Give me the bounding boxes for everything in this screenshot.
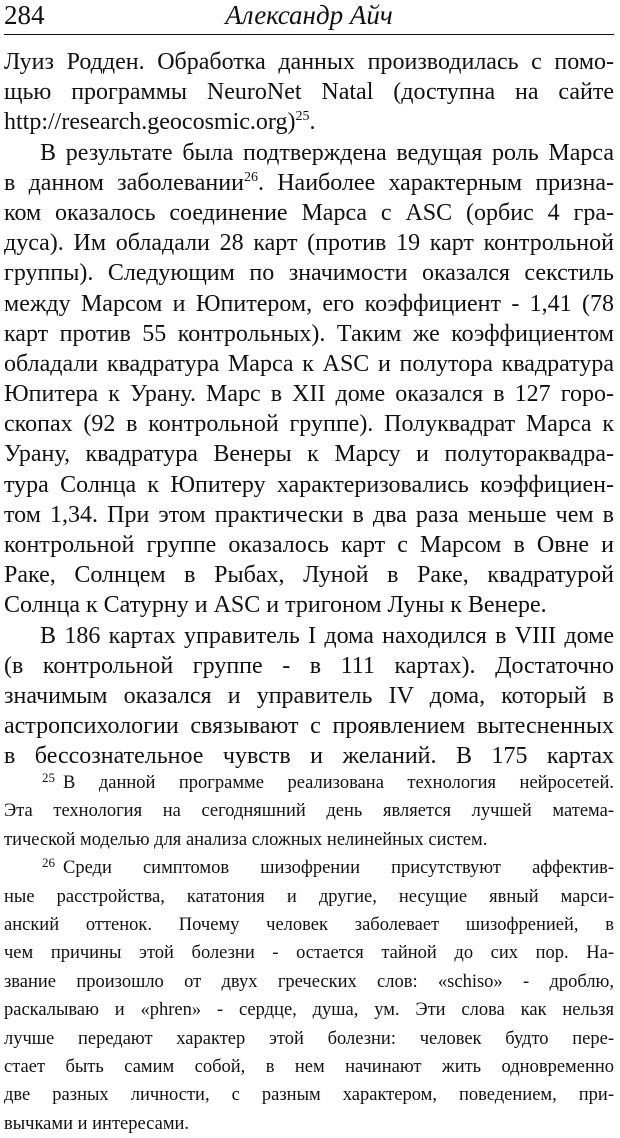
text-line: скопах (92 в контрольной группе). Полуквадрат Марса к — [4, 411, 614, 438]
text-fragment: http://research.geocosmic.org) — [4, 109, 296, 136]
text-fragment: В данной программе реализована технология нейросетей. — [63, 773, 614, 793]
text-line: (в контрольной группе - в 111 картах). Достаточно — [4, 652, 614, 679]
footnote-25-line: Эта технология на сегодняшний день является лучшей матема- — [4, 801, 614, 822]
footnotes — [4, 769, 614, 1138]
running-title: Александр Айч — [225, 0, 393, 30]
text-line: в бессознательное чувств и желаний. В 175 картах — [4, 743, 614, 770]
text-line: ком оказалось соединение Марса с ASC (орбис 4 гра- — [4, 199, 614, 226]
text-line: карт против 55 контрольных). Таким же коэффициентом — [4, 320, 614, 347]
footnote-number-25: 25 — [42, 770, 55, 785]
text-line: тура Солнца к Юпитеру характеризовались коэффициен- — [4, 471, 614, 498]
footnote-26-line — [4, 854, 614, 882]
footnote-ref-25: 25 — [295, 109, 310, 125]
footnote-25-line — [4, 769, 614, 797]
text-line: Луиз Родден. Обработка данных производилась с помо- — [4, 49, 614, 75]
page-number: 284 — [4, 0, 45, 30]
main-text — [4, 47, 614, 772]
text-line: Раке, Солнцем в Рыбах, Луной в Раке, квадратурой — [4, 562, 614, 589]
footnote-26-line: анский оттенок. Почему человек заболевает шизофренией, в — [4, 914, 614, 935]
text-line: между Марсом и Юпитером, его коэффициент - 1,41 (78 — [4, 290, 614, 317]
page-header — [4, 0, 614, 35]
text-line: контрольной группе оказалось карт с Марсом в Овне и — [4, 532, 614, 558]
footnote-26-line: лучше передают характер этой болезни: человек будто пере- — [4, 1028, 614, 1049]
footnote-26-line: звание произошло от двух греческих слов: «schiso» - дроблю, — [4, 971, 614, 992]
text-line: значимым оказался и управитель IV дома, который в — [4, 682, 614, 709]
footnote-26-line: стает быть самим собой, в нем начинают жить одновременно — [4, 1056, 614, 1077]
text-fragment: . Наиболее характерным призна- — [257, 169, 614, 196]
text-line — [4, 107, 614, 137]
text-line: Солнца к Сатурну и ASC и тригоном Луны к Венере. — [4, 592, 547, 619]
text-line: Урану, квадратура Венеры к Марсу и полутораквадра- — [4, 441, 614, 468]
footnote-number-26: 26 — [42, 855, 55, 871]
text-line: обладали квадратура Марса к ASC и полутора квадратура — [4, 350, 614, 377]
text-fragment: в данном заболевании — [4, 169, 244, 196]
text-line: том 1,34. При этом практически в два раза меньше чем в — [4, 501, 614, 528]
text-line: астропсихологии связывают с проявлением вытесненных — [4, 713, 614, 740]
text-line — [4, 168, 614, 198]
text-line: дуса). Им обладали 28 карт (против 19 карт контрольной — [4, 230, 614, 257]
text-line: щью программы NeuroNet Natal (доступна на сайте — [4, 79, 614, 106]
text-fragment: . — [309, 109, 316, 136]
footnote-ref-26: 26 — [243, 169, 258, 185]
footnote-26-line: чем причины этой болезни - остается тайной до сих пор. На- — [4, 943, 614, 964]
footnote-26-line: вычками и интересами. — [4, 1113, 190, 1134]
footnote-26-line: раскалываю и «phren» - сердце, душа, ум. Эти слова как нельзя — [4, 1000, 614, 1021]
footnote-26-line: ные расстройства, кататония и другие, несущие явный марси- — [4, 886, 614, 907]
text-line: группы). Следующим по значимости оказался секстиль — [4, 260, 614, 287]
footnote-25-line: тической моделью для анализа сложных нелинейных систем. — [4, 829, 488, 850]
footnote-26-line: две разных личности, с разным характером, поведением, при- — [4, 1085, 614, 1106]
text-line: В результате была подтверждена ведущая роль Марса — [40, 139, 614, 166]
text-fragment: Среди симптомов шизофрении присутствуют аффектив- — [63, 858, 614, 879]
text-line: Юпитера к Урану. Марс в XII доме оказался в 127 горо- — [4, 381, 614, 408]
text-line: В 186 картах управитель I дома находился в VIII доме — [40, 622, 614, 649]
